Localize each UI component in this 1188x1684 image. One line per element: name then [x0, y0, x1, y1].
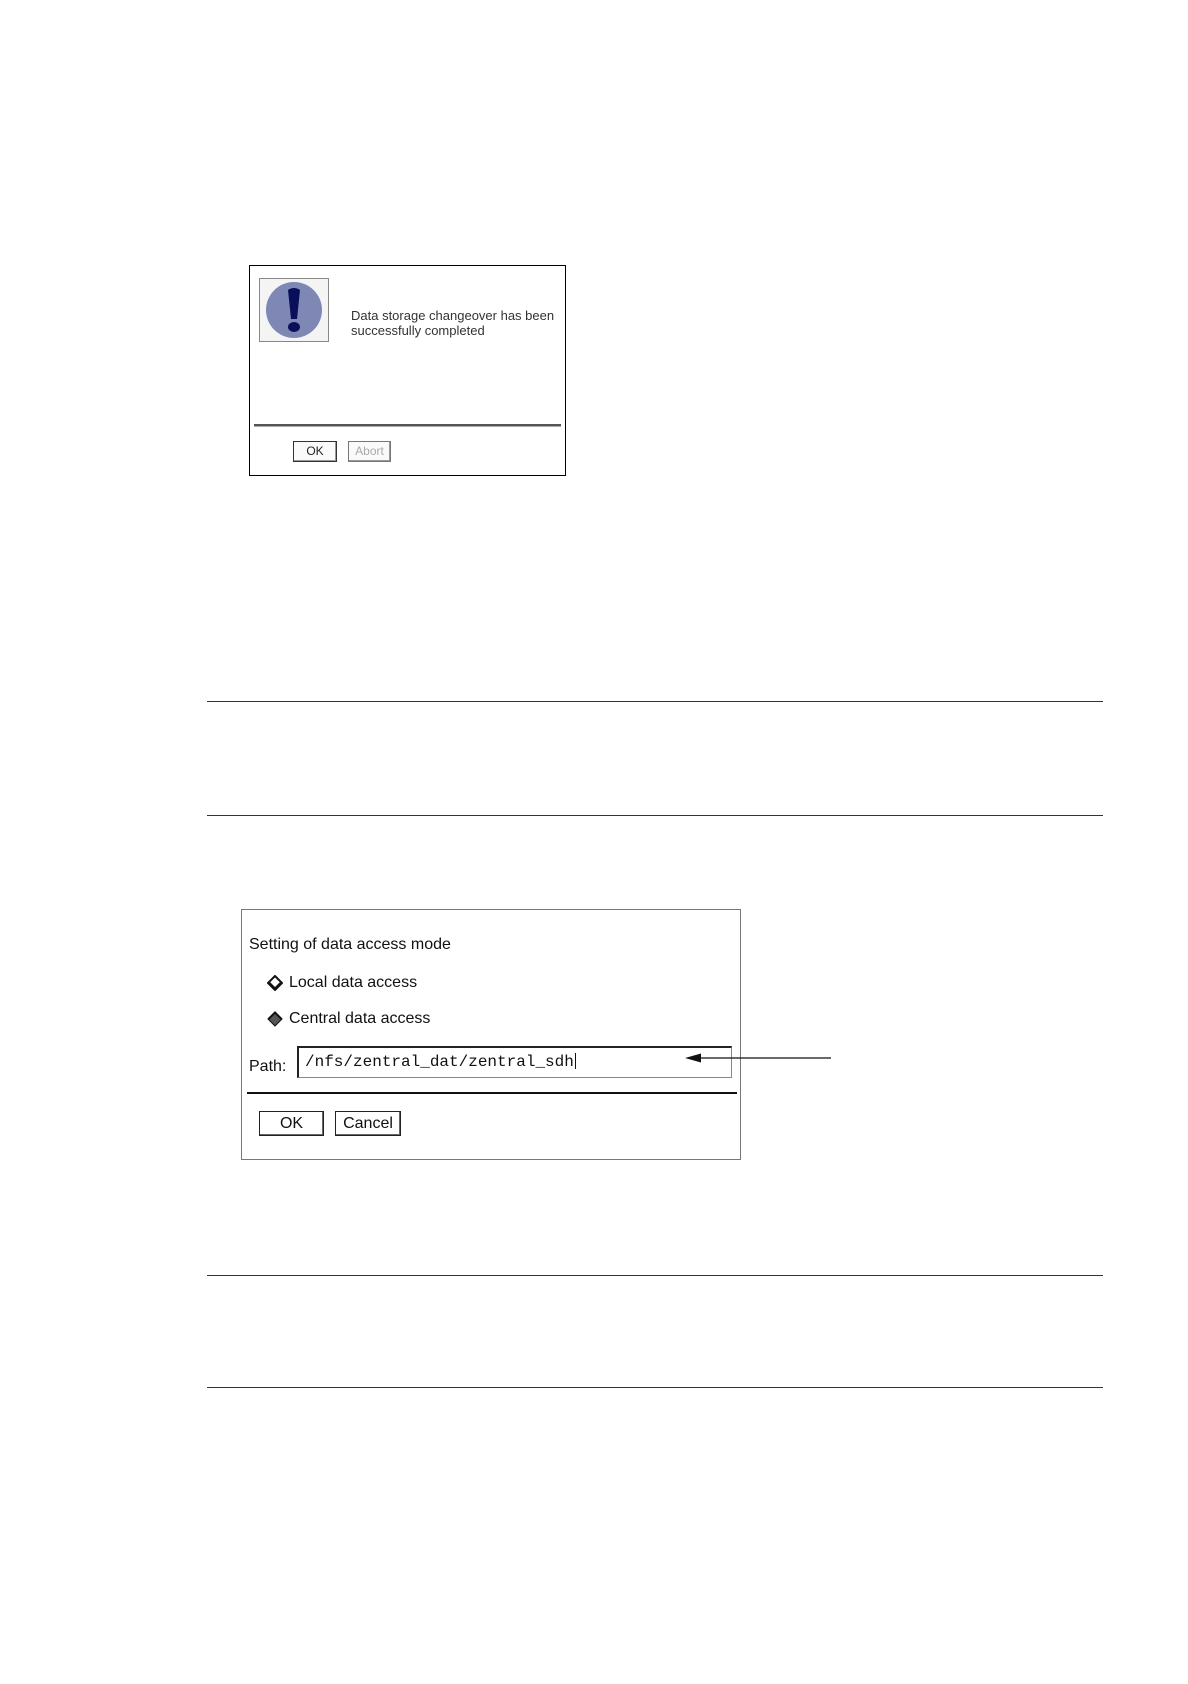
abort-button[interactable]: Abort — [348, 441, 391, 462]
dialog-separator — [254, 424, 561, 427]
horizontal-rule — [207, 815, 1103, 816]
confirmation-message: Data storage changeover has been successfully completed — [351, 308, 555, 338]
ok-button[interactable]: OK — [293, 441, 337, 462]
radio-diamond-icon — [267, 975, 283, 991]
path-input[interactable] — [297, 1046, 732, 1078]
exclamation-icon — [259, 278, 329, 342]
dialog-separator — [247, 1092, 737, 1094]
callout-arrow-icon — [685, 1052, 833, 1064]
ok-button[interactable]: OK — [259, 1111, 324, 1136]
radio-central-data-access[interactable] — [267, 1010, 430, 1028]
radio-local-data-access[interactable] — [267, 974, 417, 992]
horizontal-rule — [207, 1387, 1103, 1388]
cancel-button[interactable]: Cancel — [335, 1111, 401, 1136]
data-access-mode-dialog — [241, 909, 741, 1160]
horizontal-rule — [207, 1275, 1103, 1276]
path-label: Path: — [249, 1058, 287, 1075]
radio-label: Central data access — [289, 1010, 431, 1027]
dialog-title: Setting of data access mode — [249, 936, 451, 953]
radio-diamond-selected-icon — [267, 1011, 283, 1027]
horizontal-rule — [207, 701, 1103, 702]
text-cursor — [575, 1053, 576, 1069]
confirmation-dialog — [249, 265, 566, 476]
path-value: /nfs/zentral_dat/zentral_sdh — [305, 1053, 574, 1071]
radio-label: Local data access — [289, 974, 418, 991]
